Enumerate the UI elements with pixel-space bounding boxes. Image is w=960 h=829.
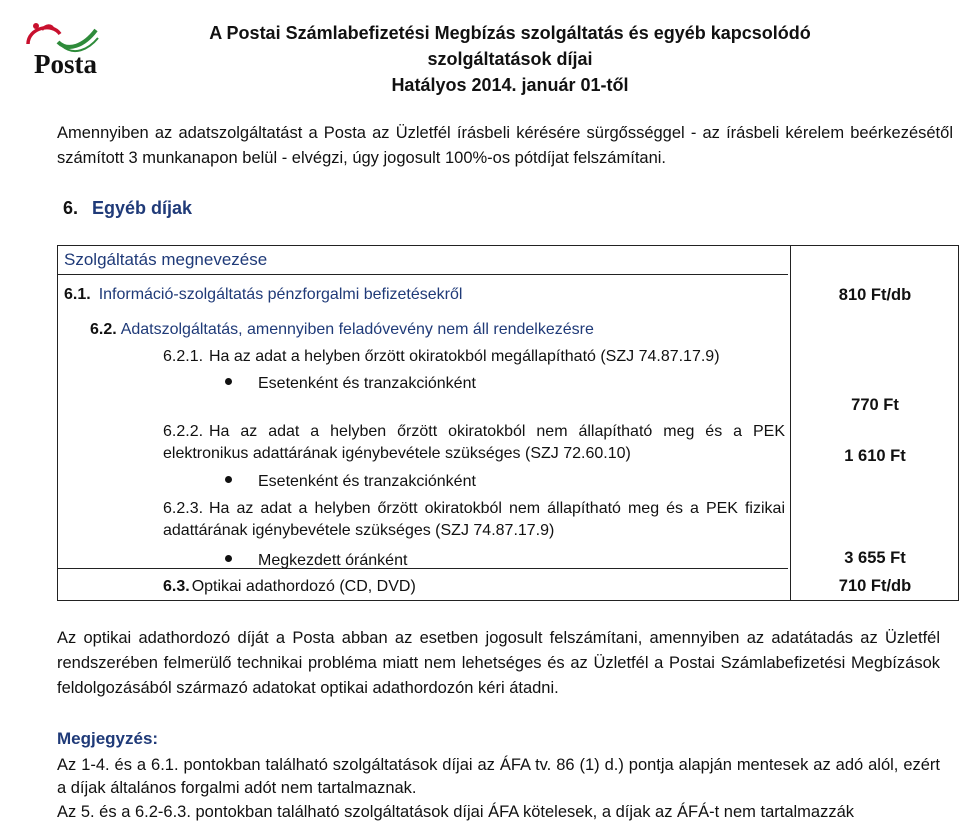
posta-logo — [22, 16, 102, 88]
section-number: 6. — [63, 198, 79, 218]
row-6-2-3 — [163, 498, 785, 542]
row-text: Adatszolgáltatás, amennyiben feladóvevény nem áll rendelkezésre — [120, 321, 594, 338]
row-text: Optikai adathordozó (CD, DVD) — [191, 578, 416, 595]
row-text: Ha az adat a helyben őrzött okiratokból megállapítható (SZJ 74.87.17.9) — [209, 348, 720, 365]
row-6-2-2 — [163, 421, 785, 465]
price-6-2-3: 3 655 Ft — [844, 549, 906, 567]
note-title: Megjegyzés: — [57, 729, 159, 748]
section-title: Egyéb díjak — [92, 198, 193, 218]
bullet-icon — [225, 555, 232, 562]
logo-wordmark: Posta — [34, 49, 97, 79]
row-number: 6.2.3. — [163, 500, 204, 517]
note-line-2: Az 5. és a 6.2-6.3. pontokban található szolgáltatások díjai ÁFA kötelesek, a díjak az ÁFÁ-t nem tartalmazzák — [57, 803, 855, 821]
note-line-1: Az 1-4. és a 6.1. pontokban található szolgáltatások díjai az ÁFA tv. 86 (1) d.) pontja alapján mentesek az adó alól, ezért a díjak általános forgalmi adót nem tartalmaznak. — [57, 756, 940, 797]
row-number: 6.2. — [90, 321, 117, 338]
row-6-2-3-bullet — [225, 550, 407, 572]
row-6-2-1-bullet — [225, 373, 476, 395]
bullet-text: Megkezdett óránként — [258, 552, 408, 569]
price-6-3: 710 Ft/db — [838, 577, 912, 595]
price-6-1: 810 Ft/db — [838, 286, 912, 304]
row-divider — [58, 568, 788, 569]
row-text: Ha az adat a helyben őrzött okiratokból nem állapítható meg és a PEK fizikai adattárának igénybevétele szükséges (SZJ 74.87.17.9) — [163, 500, 785, 539]
price-6-2-2: 1 610 Ft — [844, 447, 906, 465]
fee-table — [57, 245, 959, 601]
intro-paragraph: Amennyiben az adatszolgáltatást a Posta az Üzletfél írásbeli kérésére sürgősséggel - az írásbeli kérelem beérkezésétől számított 3 munkanapon belül - elvégzi, úgy jogosult 100%-os pótdíjat felszámítani. — [57, 124, 953, 167]
bullet-icon — [225, 476, 232, 483]
row-number: 6.1. — [64, 286, 91, 303]
row-number: 6.2.2. — [163, 423, 204, 440]
price-6-2-1: 770 Ft — [851, 396, 899, 414]
row-divider — [58, 274, 788, 275]
title-line-1: A Postai Számlabefizetési Megbízás szolgáltatás és egyéb kapcsolódó — [209, 23, 811, 43]
row-number: 6.2.1. — [163, 348, 204, 365]
row-6-3 — [163, 576, 416, 598]
row-text: Információ-szolgáltatás pénzforgalmi befizetésekről — [98, 286, 463, 303]
bullet-text: Esetenként és tranzakciónként — [258, 375, 476, 392]
title-line-3: Hatályos 2014. január 01-től — [391, 75, 629, 95]
row-6-2-1 — [163, 346, 720, 368]
row-number: 6.3. — [163, 578, 190, 595]
table-header: Szolgáltatás megnevezése — [64, 250, 268, 269]
optical-paragraph: Az optikai adathordozó díját a Posta abban az esetben jogosult felszámítani, amennyiben az adatátadás az Üzletfél rendszerében felmerülő technikai probléma miatt nem lehetséges és az Üzletfél a Postai Számlabefizetési Megbízások feldolgozásából származó adatokat optikai adathordozón kéri átadni. — [57, 629, 940, 697]
row-6-2-2-bullet — [225, 471, 476, 493]
row-6-1 — [64, 284, 462, 306]
row-6-2 — [90, 319, 594, 341]
bullet-text: Esetenként és tranzakciónként — [258, 473, 476, 490]
section-heading — [63, 198, 192, 219]
title-line-2: szolgáltatások díjai — [427, 49, 593, 69]
row-text: Ha az adat a helyben őrzött okiratokból nem állapítható meg és a PEK elektronikus adattárának igénybevétele szükséges (SZJ 72.60.10) — [163, 423, 785, 462]
document-title — [110, 20, 910, 98]
bullet-icon — [225, 378, 232, 385]
